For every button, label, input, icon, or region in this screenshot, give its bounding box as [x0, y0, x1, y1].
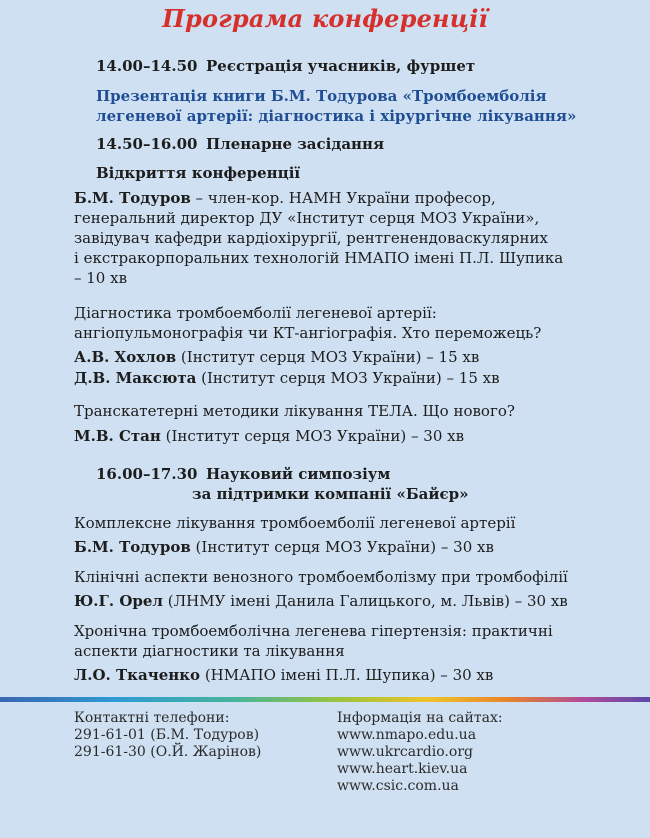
speaker-name: Ю.Г. Орел [74, 592, 164, 610]
speaker-affiliation: (Інститут серця МОЗ України) – 30 хв [190, 538, 494, 556]
color-divider [0, 697, 650, 702]
contacts-block [74, 710, 261, 761]
talk-title: Транскатетерні методики лікування ТЕЛА. Що нового? [74, 402, 515, 420]
session-time: 16.00–17.30 [96, 465, 198, 483]
contact-phone: 291-61-30 (О.Й. Жарінов) [74, 744, 262, 760]
speaker-affiliation: (Інститут серця МОЗ України) – 15 хв [176, 348, 480, 366]
sites-title: Інформація на сайтах: [337, 710, 503, 726]
speaker-line [74, 188, 496, 208]
opening-heading: Відкриття конференції [96, 164, 301, 182]
site-link: www.heart.kiev.ua [337, 761, 468, 777]
contact-phone: 291-61-01 (Б.М. Тодуров) [74, 727, 260, 743]
session-symposium [96, 464, 390, 484]
book-presentation-line2: легеневої артерії: діагностика і хірургічне лікування» [96, 107, 577, 125]
speaker-affiliation: (Інститут серця МОЗ України) – 15 хв [196, 369, 500, 387]
speaker-line [74, 368, 500, 388]
sites-block [337, 710, 503, 795]
speaker-name: Б.М. Тодуров [74, 538, 191, 556]
speaker-line [74, 591, 568, 611]
speaker-line [74, 537, 494, 557]
site-link: www.nmapo.edu.ua [337, 727, 477, 743]
speaker-role: – член-кор. НАМН України професор, [190, 189, 496, 207]
speaker-name: Д.В. Максюта [74, 369, 197, 387]
site-link: www.csic.com.ua [337, 778, 459, 794]
session-label: Пленарне засідання [206, 135, 385, 153]
talk-title: ангіопульмонографія чи КТ-ангіографія. Хто переможець? [74, 324, 542, 342]
talk-title: аспекти діагностики та лікування [74, 642, 345, 660]
book-presentation-line1: Презентація книги Б.М. Тодурова «Тромбоемболія [96, 87, 547, 105]
speaker-line [74, 665, 493, 685]
session-time: 14.00–14.50 [96, 57, 198, 75]
speaker-role-line: і екстракорпоральних технологій НМАПО імені П.Л. Шупика [74, 249, 564, 267]
site-link: www.ukrcardio.org [337, 744, 473, 760]
session-time: 14.50–16.00 [96, 135, 198, 153]
speaker-name: Б.М. Тодуров [74, 189, 191, 207]
speaker-affiliation: (НМАПО імені П.Л. Шупика) – 30 хв [200, 666, 494, 684]
speaker-line [74, 426, 464, 446]
contacts-title: Контактні телефони: [74, 710, 230, 726]
talk-title: Клінічні аспекти венозного тромбоемболізму при тромбофілії [74, 568, 568, 586]
speaker-role-line: генеральний директор ДУ «Інститут серця МОЗ України», [74, 209, 540, 227]
speaker-name: Л.О. Ткаченко [74, 666, 201, 684]
talk-title: Діагностика тромбоемболії легеневої артерії: [74, 304, 437, 322]
speaker-role-line: завідувач кафедри кардіохірургії, рентгенендоваскулярних [74, 229, 548, 247]
speaker-name: А.В. Хохлов [74, 348, 177, 366]
symposium-sponsor: за підтримки компанії «Байєр» [192, 485, 469, 503]
session-plenary [96, 134, 384, 154]
session-label: Реєстрація учасників, фуршет [206, 57, 476, 75]
speaker-affiliation: (ЛНМУ імені Данила Галицького, м. Львів) – 30 хв [163, 592, 568, 610]
speaker-line [74, 347, 479, 367]
speaker-name: М.В. Стан [74, 427, 161, 445]
speaker-duration: – 10 хв [74, 269, 128, 287]
talk-title: Комплексне лікування тромбоемболії легеневої артерії [74, 514, 516, 532]
session-label: Науковий симпозіум [206, 465, 391, 483]
page-title: Програма конференції [162, 4, 488, 33]
talk-title: Хронічна тромбоемболічна легенева гіпертензія: практичні [74, 622, 553, 640]
session-registration [96, 56, 475, 76]
speaker-affiliation: (Інститут серця МОЗ України) – 30 хв [160, 427, 465, 445]
